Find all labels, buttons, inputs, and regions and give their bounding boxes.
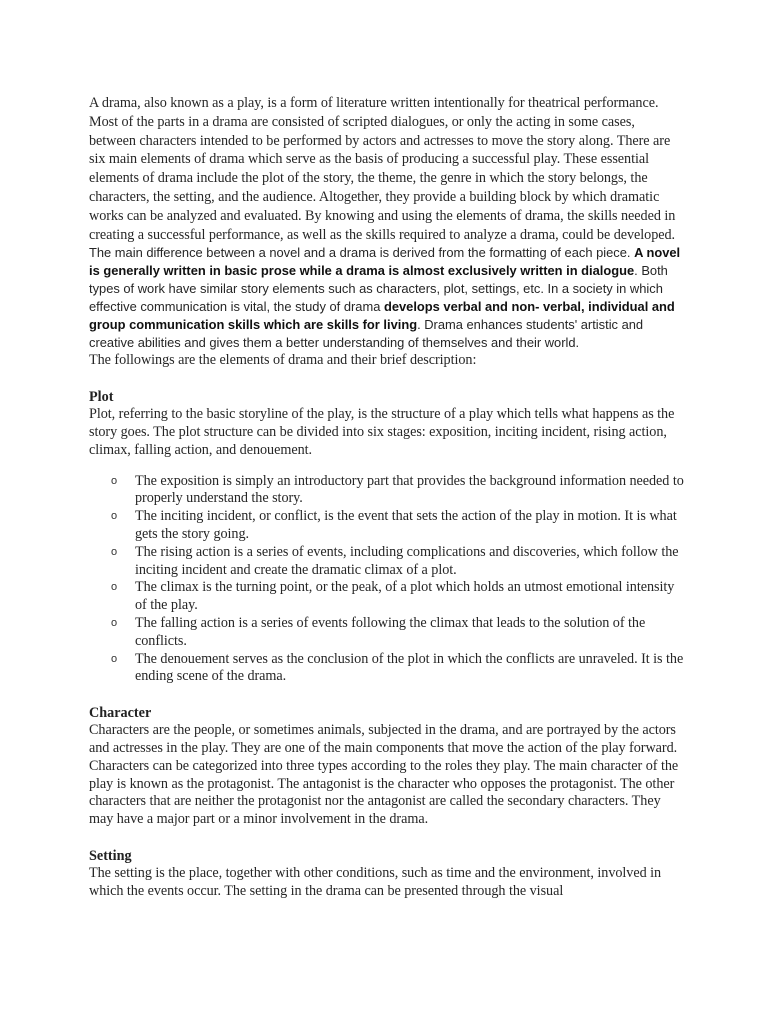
list-item — [111, 614, 685, 651]
list-item-text: The exposition is simply an introductory part that provides the background information needed to properly understand the story. — [135, 472, 684, 507]
intro-bold-text-2: develops verbal and non- verbal, individual and group communication skills which are skills for living — [89, 299, 675, 333]
intro-serif-text: A drama, also known as a play, is a form of literature written intentionally for theatrical performance. Most of the parts in a drama are consisted of scripted dialogues, or only the acting in some cases, between characters intended to be performed by actors and actresses to move the story along. There are six main elements of drama which serve as the basis of producing a successful play. These essential elements of drama include the plot of the story, the theme, the genre in which the story belongs, the characters, the setting, and the audience. Altogether, they provide a building block by which dramatic works can be analyzed and evaluated. By knowing and using the elements of drama, the skills needed in creating a successful performance, as well as the skills required to analyze a drama, could be developed. — [89, 95, 676, 243]
list-item-text: The inciting incident, or conflict, is the event that sets the action of the play in motion. It is what gets the story going. — [135, 508, 677, 542]
list-item-text: The rising action is a series of events, including complications and discoveries, which follow the inciting incident and create the dramatic climax of a plot. — [135, 543, 679, 578]
plot-heading: Plot — [89, 389, 114, 406]
list-item-text: The falling action is a series of events following the climax that leads to the solution of the conflicts. — [135, 614, 646, 649]
list-item — [111, 508, 685, 544]
document-page — [89, 94, 685, 901]
intro-sans-text-2: . Both types of work have similar story elements such as characters, plot, settings, etc. In a society in which effective communication is vital, the study of drama — [89, 263, 668, 315]
bullet-icon: o — [111, 474, 118, 487]
setting-heading: Setting — [89, 847, 132, 864]
bullet-icon: o — [111, 616, 118, 629]
setting-body: The setting is the place, together with other conditions, such as time and the environment, involved in which the events occur. The setting in the drama can be presented through the visual — [89, 864, 662, 899]
character-heading: Character — [89, 705, 152, 722]
intro-sans-text-3: . Drama enhances students' artistic and creative abilities and gives them a better understanding of themselves and their world. — [89, 317, 644, 351]
intro-paragraph — [89, 94, 685, 352]
list-item — [111, 650, 685, 687]
plot-stage-list — [89, 473, 685, 687]
intro-sans-text-1: The main difference between a novel and a drama is derived from the formatting of each piece. — [89, 245, 635, 261]
list-item — [111, 472, 685, 509]
plot-body: Plot, referring to the basic storyline of the play, is the structure of a play which tells what happens as the story goes. The plot structure can be divided into six stages: exposition, inciting incident, rising action, climax, falling action, and denouement. — [89, 406, 675, 458]
character-body: Characters are the people, or sometimes animals, subjected in the drama, and are portrayed by the actors and actresses in the play. They are one of the main components that move the action of the play forward. Characters can be categorized into three types according to the roles they play. The main character of the play is known as the protagonist. The antagonist is the character who opposes the protagonist. The other characters that are neither the protagonist nor the antagonist are called the secondary characters. They may have a major part or a minor involvement in the drama. — [89, 722, 679, 828]
bullet-icon: o — [111, 581, 118, 594]
bullet-icon: o — [111, 545, 118, 558]
list-item-text: The climax is the turning point, or the peak, of a plot which holds an utmost emotional intensity of the play. — [135, 579, 675, 614]
list-item — [111, 579, 685, 615]
list-item-text: The denouement serves as the conclusion of the plot in which the conflicts are unraveled. It is the ending scene of the drama. — [135, 650, 684, 685]
list-item — [111, 543, 685, 580]
bullet-icon: o — [111, 510, 118, 523]
intro-closing-line: The followings are the elements of drama and their brief description: — [89, 352, 477, 369]
bullet-icon: o — [111, 652, 118, 665]
intro-bold-text-1: A novel is generally written in basic prose while a drama is almost exclusively written in dialogue — [89, 245, 681, 279]
